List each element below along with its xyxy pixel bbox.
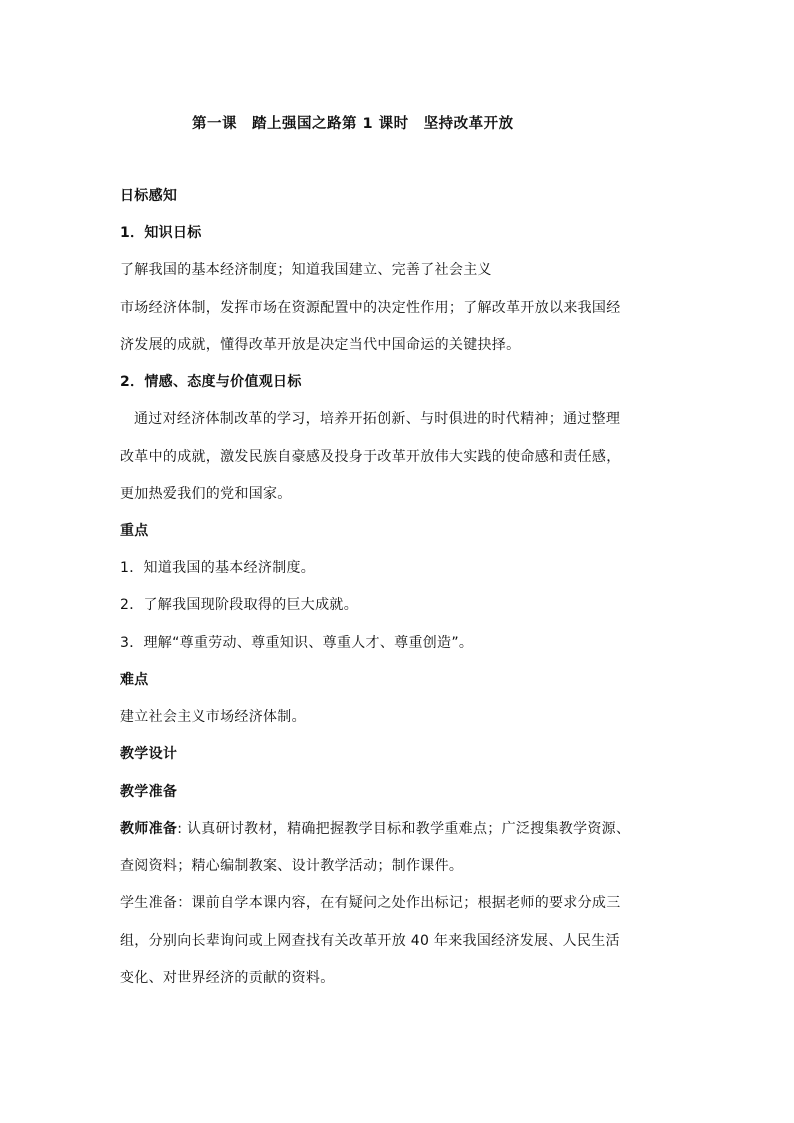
emotion-line-2: 改革中的成就，激发民族自豪感及投身于改革开放伟大实践的使命感和责任感，	[120, 449, 621, 465]
emotion-line-1: 通过对经济体制改革的学习，培养开拓创新、与时俱进的时代精神；通过整理	[134, 411, 621, 427]
knowledge-line-1: 了解我国的基本经济制度；知道我国建立、完善了社会主义	[120, 262, 492, 278]
goals-heading: 日标感知	[120, 188, 178, 204]
knowledge-line-2: 市场经济体制，发挥市场在资源配置中的决定性作用；了解改革开放以来我国经	[120, 300, 621, 316]
emotion-goals-heading: 2．情感、态度与价值观日标	[120, 374, 302, 390]
knowledge-line-3: 济发展的成就，懂得改革开放是决定当代中国命运的关键抉择。	[120, 337, 521, 353]
key-point-1: 1．知道我国的基本经济制度。	[120, 560, 316, 576]
key-point-3: 3．理解“尊重劳动、尊重知识、尊重人才、尊重创造”。	[120, 635, 474, 651]
difficulty-text: 建立社会主义市场经济体制。	[120, 709, 306, 725]
prep-heading: 教学准备	[120, 784, 178, 800]
page-title: 第一课 踏上强国之路第 1 课时 坚持改革开放	[192, 116, 514, 132]
key-points-heading: 重点	[120, 523, 149, 539]
knowledge-goals-heading: 1．知识日标	[120, 225, 202, 241]
student-prep-line-3: 变化、对世界经济的贡献的资料。	[120, 970, 335, 986]
teacher-prep-line-2: 查阅资料；精心编制教案、设计教学活动；制作课件。	[120, 858, 464, 874]
student-prep-line-2: 组，分别向长辈询问或上网查找有关改革开放 40 年来我国经济发展、人民生活	[120, 933, 620, 949]
teacher-prep-text: : 认真研讨教材，精确把握教学目标和教学重难点；广泛搜集教学资源、	[177, 821, 631, 837]
teacher-prep-line-1	[120, 819, 630, 839]
design-heading: 教学设计	[120, 746, 178, 762]
difficulty-heading: 难点	[120, 672, 149, 688]
student-prep-line-1: 学生准备：课前自学本课内容，在有疑问之处作出标记；根据老师的要求分成三	[120, 895, 621, 911]
emotion-line-3: 更加热爱我们的党和国家。	[120, 486, 292, 502]
key-point-2: 2．了解我国现阶段取得的巨大成就。	[120, 597, 359, 613]
teacher-prep-label: 教师准备	[120, 821, 178, 837]
